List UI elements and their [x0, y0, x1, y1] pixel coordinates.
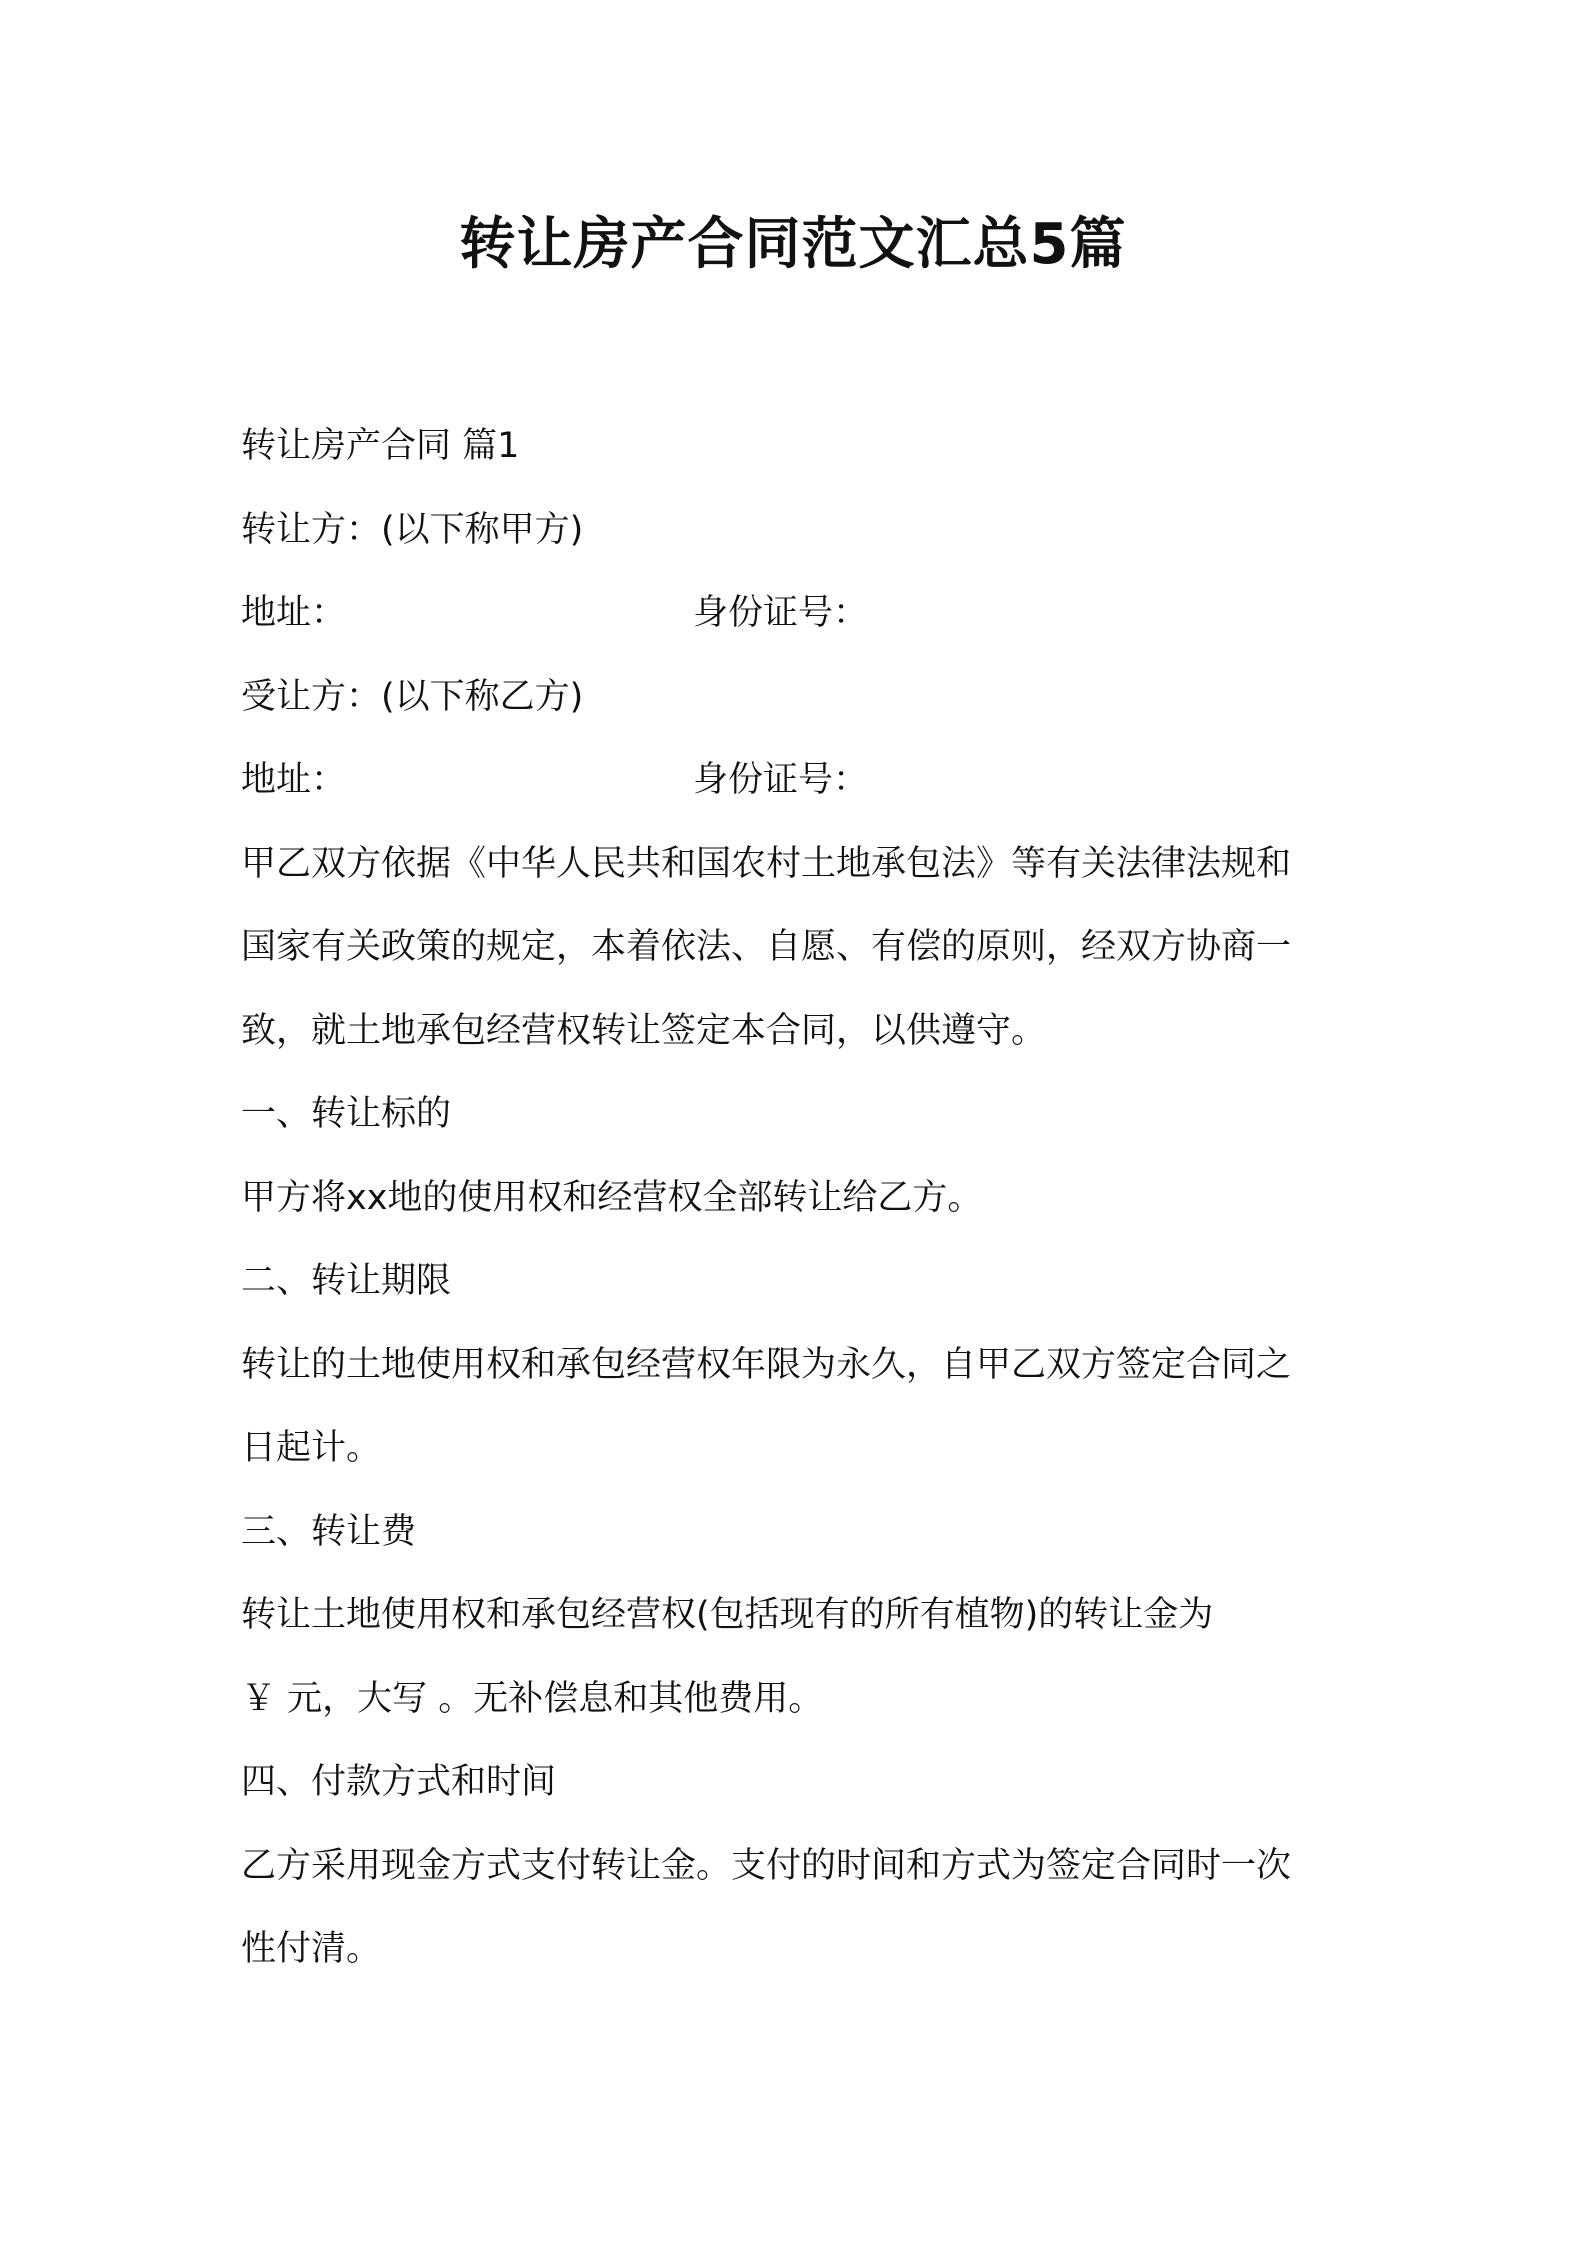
transferor-info-row — [241, 572, 1361, 656]
paragraph-line: 性付清。 — [241, 1929, 382, 1969]
paragraph-line: 甲方将xx地的使用权和经营权全部转让给乙方。 — [241, 1177, 983, 1218]
address-label: 地址： — [241, 760, 347, 800]
document-body — [241, 405, 1361, 1992]
clause-heading: 二、转让期限 — [241, 1261, 452, 1301]
clause-heading: 三、转让费 — [241, 1511, 417, 1552]
clause-heading: 一、转让标的 — [241, 1094, 452, 1134]
transferee-line: 受让方：(以下称乙方) — [241, 676, 584, 717]
paragraph-line: 乙方采用现金方式支付转让金。支付的时间和方式为签定合同时一次 — [241, 1845, 1292, 1886]
paragraph-line: 转让土地使用权和承包经营权(包括现有的所有植物)的转让金为 — [241, 1595, 1214, 1635]
paragraph-line: 甲乙双方依据《中华人民共和国农村土地承包法》等有关法律法规和 — [241, 843, 1292, 884]
transferor-line: 转让方：(以下称甲方) — [241, 509, 584, 550]
paragraph-line: 日起计。 — [241, 1428, 382, 1468]
paragraph-line: 国家有关政策的规定，本着依法、自愿、有偿的原则，经双方协商一 — [241, 927, 1292, 967]
transferee-info-row — [241, 739, 1361, 823]
document-title: 转让房产合同范文汇总5篇 — [459, 212, 1127, 277]
id-number-label: 身份证号： — [693, 760, 869, 800]
section-heading: 转让房产合同 篇1 — [241, 426, 520, 466]
clause-heading: 四、付款方式和时间 — [241, 1762, 557, 1802]
id-number-label: 身份证号： — [693, 593, 869, 633]
paragraph-line: 致，就土地承包经营权转让签定本合同，以供遵守。 — [241, 1010, 1047, 1051]
paragraph-line: ￥ 元，大写 。无补偿息和其他费用。 — [241, 1678, 824, 1719]
paragraph-line: 转让的土地使用权和承包经营权年限为永久，自甲乙双方签定合同之 — [241, 1344, 1292, 1385]
address-label: 地址： — [241, 593, 347, 633]
